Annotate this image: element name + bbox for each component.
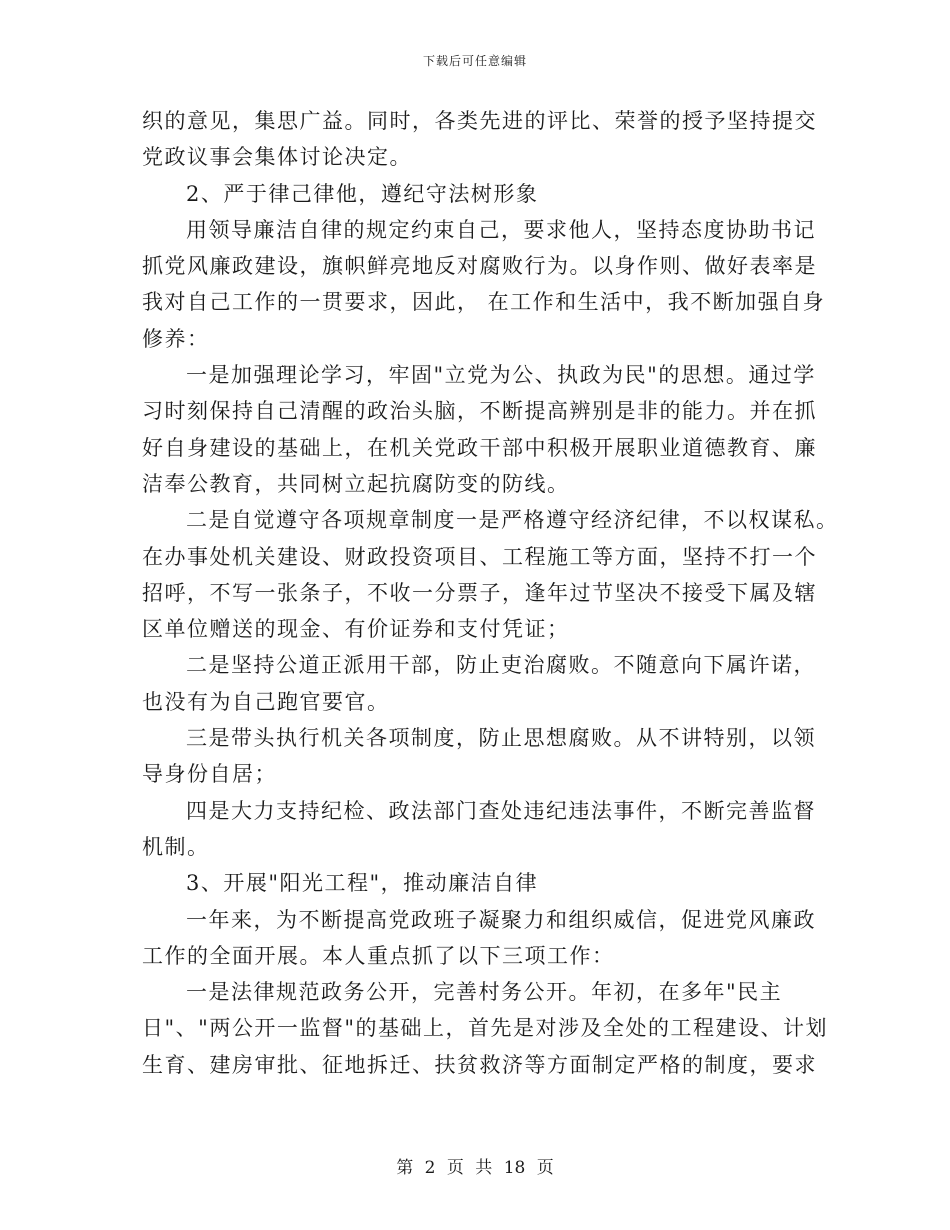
text-line: 一年来，为不断提高党政班子凝聚力和组织威信，促进党风廉政 <box>186 907 816 932</box>
text-line: 2、严于律己律他，遵纪守法树形象 <box>186 181 539 206</box>
text-line: 四是大力支持纪检、政法部门查处违纪违法事件，不断完善监督 <box>186 798 816 823</box>
text-line: 习时刻保持自己清醒的政治头脑，不断提高辨别是非的能力。并在抓 <box>142 399 817 424</box>
text-line: 修养： <box>142 326 210 351</box>
text-line: 好自身建设的基础上，在机关党政干部中积极开展职业道德教育、廉 <box>142 435 817 460</box>
page-header: 下载后可任意编辑 <box>422 54 527 68</box>
text-line: 织的意见，集思广益。同时，各类先进的评比、荣誉的授予坚持提交 <box>142 109 817 133</box>
text-line: 导身份自居； <box>142 762 277 787</box>
document-body <box>142 103 839 1083</box>
text-line: 生育、建房审批、征地拆迁、扶贫救济等方面制定严格的制度，要求 <box>142 1052 817 1077</box>
text-line: 也没有为自己跑官要官。 <box>142 689 390 714</box>
text-line: 日"、"两公开一监督"的基础上，首先是对涉及全处的工程建设、计划 <box>142 1016 828 1041</box>
text-line: 一是法律规范政务公开，完善村务公开。年初，在多年"民主 <box>186 980 783 1005</box>
text-line: 用领导廉洁自律的规定约束自己，要求他人，坚持态度协助书记 <box>186 217 816 242</box>
text-line: 党政议事会集体讨论决定。 <box>142 145 412 170</box>
text-line: 区单位赠送的现金、有价证券和支付凭证； <box>142 617 570 642</box>
text-line: 抓党风廉政建设，旗帜鲜亮地反对腐败行为。以身作则、做好表率是 <box>142 254 817 279</box>
text-line: 我对自己工作的一贯要求，因此， 在工作和生活中，我不断加强自身 <box>142 290 826 315</box>
text-line: 在办事处机关建设、财政投资项目、工程施工等方面，坚持不打一个 <box>142 544 817 569</box>
text-line: 三是带头执行机关各项制度，防止思想腐败。从不讲特别，以领 <box>186 726 816 751</box>
text-line: 二是坚持公道正派用干部，防止吏治腐败。不随意向下属许诺， <box>186 653 816 678</box>
page-footer: 第 2 页 共 18 页 <box>396 1158 554 1178</box>
text-line: 工作的全面开展。本人重点抓了以下三项工作： <box>142 943 615 968</box>
text-line: 洁奉公教育，共同树立起抗腐防变的防线。 <box>142 471 570 496</box>
text-line: 机制。 <box>142 834 210 859</box>
text-line: 二是自觉遵守各项规章制度一是严格遵守经济纪律，不以权谋私。 <box>186 508 839 533</box>
text-line: 一是加强理论学习，牢固"立党为公、执政为民"的思想。通过学 <box>186 363 816 388</box>
text-line: 招呼，不写一张条子，不收一分票子，逢年过节坚决不接受下属及辖 <box>142 580 817 605</box>
text-line: 3、开展"阳光工程"，推动廉洁自律 <box>186 871 539 896</box>
